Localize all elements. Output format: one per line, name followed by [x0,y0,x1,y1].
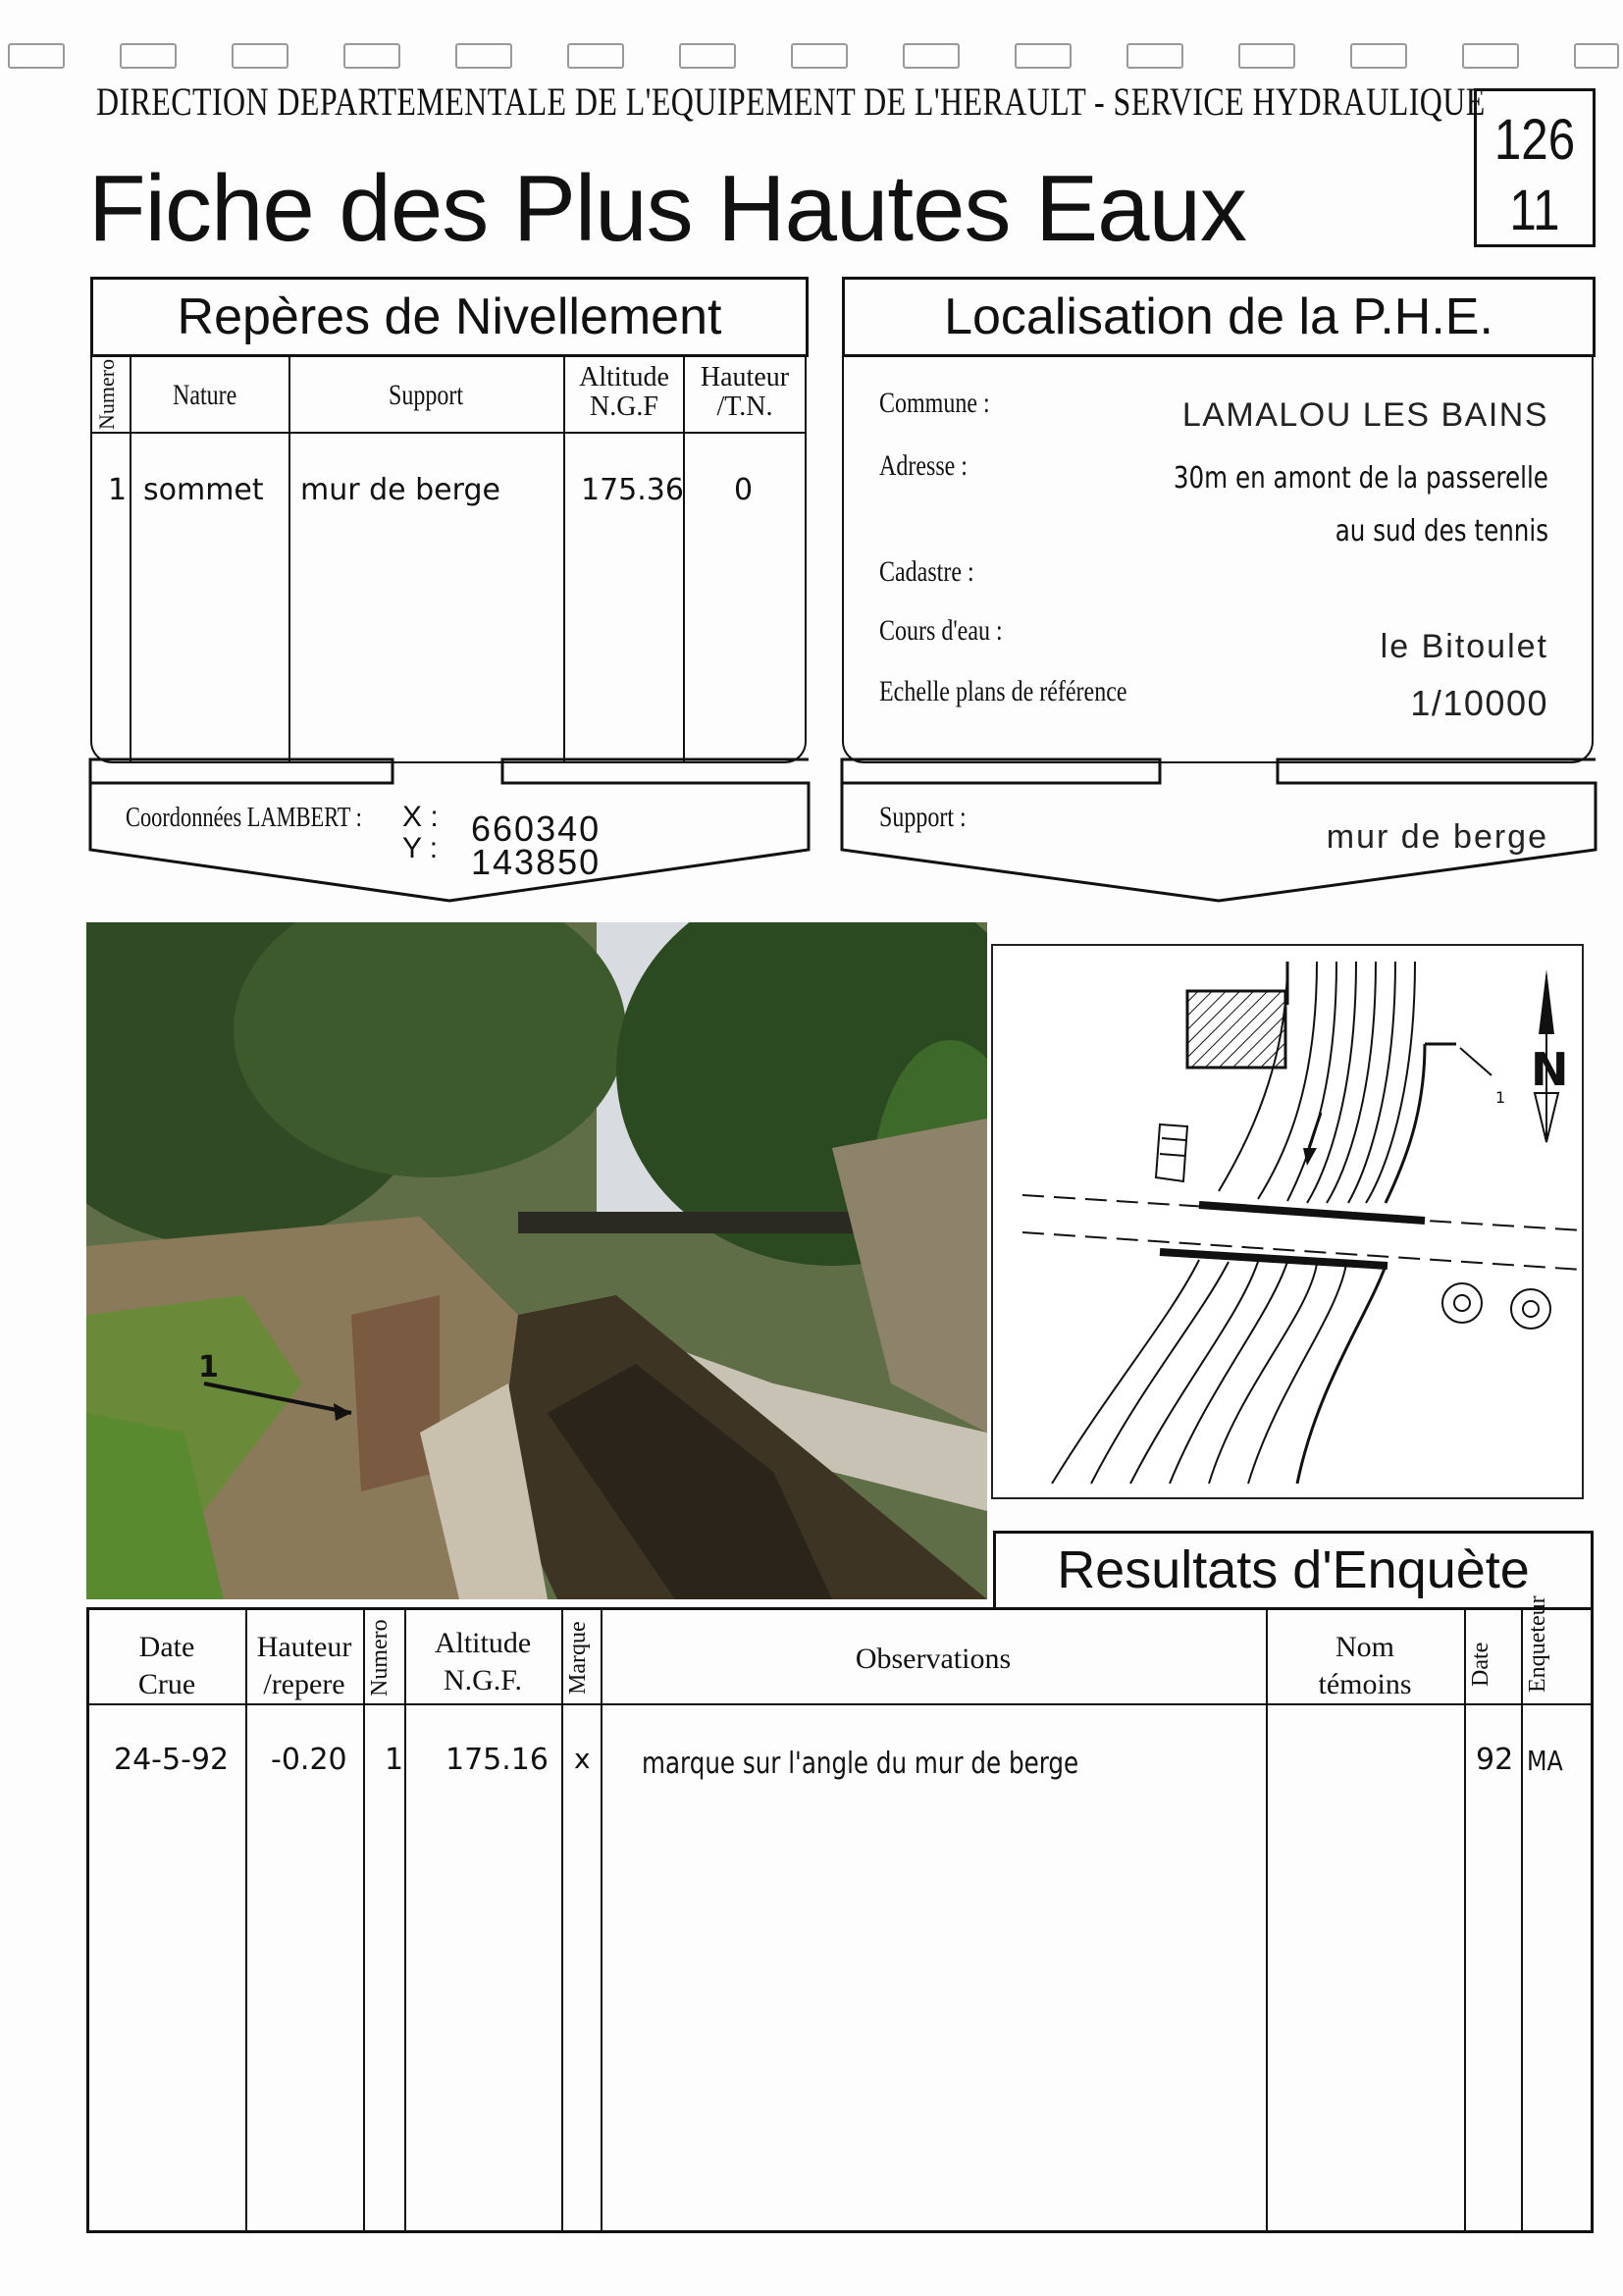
location-plan [991,944,1584,1499]
fiche-code-top: 126 [1493,108,1576,172]
resultats-col-date: Date [1468,1642,1493,1687]
fiche-code-bottom: 11 [1509,179,1560,242]
photo-illustration [86,922,987,1599]
cours-label: Cours d'eau : [879,614,1003,647]
reperes-title-box [90,277,809,357]
resultats-col-marque: Marque [565,1621,591,1696]
reperes-col-altitude [567,363,681,422]
col-nom-line2: témoins [1318,1668,1412,1700]
col-nom-line1: Nom [1335,1631,1394,1663]
reperes-title: Repères de Nivellement [177,288,722,345]
result-enqueteur: MA [1527,1745,1563,1777]
cadastre-label: Cadastre : [879,555,974,588]
result-date: 92 [1476,1743,1514,1777]
resultats-col-enqueteur: Enqueteur [1525,1595,1550,1694]
reperes-row-hauteur: 0 [734,473,754,507]
result-numero: 1 [385,1743,404,1777]
resultats-col-hauteur [247,1629,361,1703]
reperes-row-support: mur de berge [300,473,500,507]
col-hauteur-line2: /repere [263,1668,345,1700]
north-arrow-label: N [1531,1043,1569,1096]
localisation-title: Localisation de la P.H.E. [944,288,1493,345]
adresse-line1: 30m en amont de la passerelle [1173,461,1548,496]
coord-x-value: 660340 [471,809,602,849]
commune-value: LAMALOU LES BAINS [1181,396,1548,434]
reperes-col-hauteur [687,363,803,422]
fiche-code-box [1474,88,1596,247]
resultats-col-nom [1268,1629,1462,1703]
resultats-col-date-crue [90,1629,243,1703]
commune-label: Commune : [879,387,990,419]
col-altitude-line1: Altitude [434,1627,532,1659]
col-date-crue-line2: Crue [137,1668,196,1700]
coord-x-label: X : [402,801,439,833]
reperes-row-numero: 1 [108,473,128,507]
col-altitude-line2: N.G.F. [443,1664,523,1696]
adresse-label: Adresse : [879,449,968,482]
resultats-title: Resultats d'Enquète [1057,1540,1530,1599]
resultats-col-altitude [406,1625,559,1699]
plan-marker: 1 [1495,1088,1506,1107]
col-date-crue-line1: Date [138,1631,195,1663]
result-marque: x [574,1743,591,1775]
plan-drawing [993,946,1582,1497]
result-altitude: 175.16 [445,1743,549,1777]
support-value: mur de berge [1326,818,1548,856]
result-hauteur: -0.20 [271,1743,347,1777]
reperes-row-nature: sommet [143,473,264,507]
resultats-col-numero: Numero [367,1619,393,1697]
localisation-title-box [842,277,1596,357]
reperes-col-altitude-text: Altitude N.G.F [579,362,669,422]
cours-value: le Bitoulet [1380,628,1548,665]
echelle-value: 1/10000 [1410,683,1548,723]
coord-label: Coordonnées LAMBERT : [126,803,362,833]
result-observations: marque sur l'angle du mur de berge [642,1747,1079,1781]
reperes-col-nature: Nature [173,379,237,411]
page-title: Fiche des Plus Hautes Eaux [88,156,1246,261]
reperes-col-hauteur-text: Hauteur /T.N. [700,362,790,422]
coord-y-label: Y : [402,832,439,864]
reperes-col-support: Support [389,379,464,411]
reperes-col-numero: Numero [94,358,119,430]
reperes-row-altitude: 175.36 [581,473,684,507]
coord-y-value: 143850 [471,842,602,882]
support-label: Support : [879,801,967,833]
photo-marker: 1 [198,1350,219,1384]
service-heading: DIRECTION DEPARTEMENTALE DE L'EQUIPEMENT DE L'HERAULT - SERVICE HYDRAULIQUE [96,79,1486,124]
echelle-label: Echelle plans de référence [879,675,1127,707]
resultats-col-observations: Observations [855,1643,1012,1675]
resultats-title-box [993,1531,1594,1609]
site-photo [86,922,987,1599]
adresse-line2: au sud des tennis [1335,514,1548,548]
col-hauteur-line1: Hauteur [256,1631,352,1663]
result-date-crue: 24-5-92 [114,1743,230,1777]
